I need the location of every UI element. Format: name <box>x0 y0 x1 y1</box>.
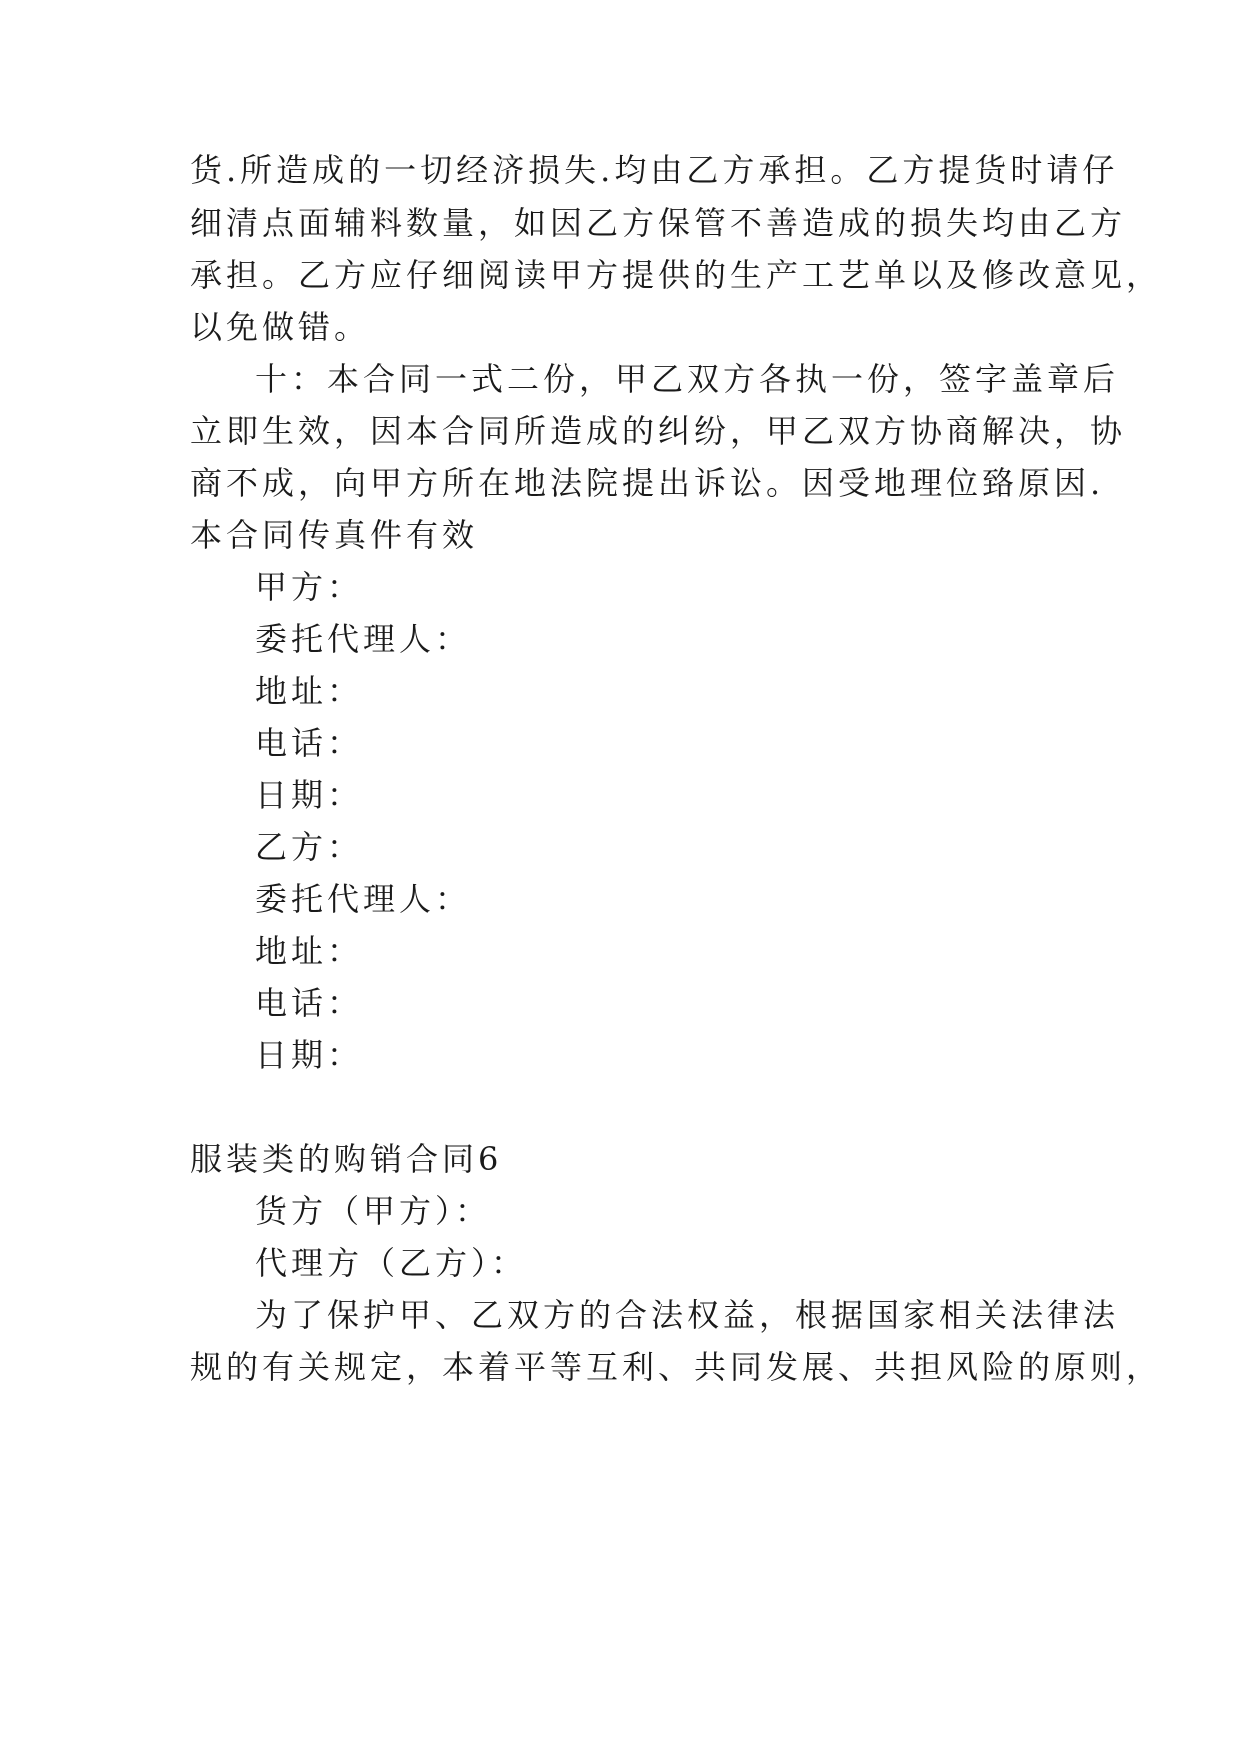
party-b-address-label: 地址： <box>255 932 364 970</box>
paragraph-line: 承担。乙方应仔细阅读甲方提供的生产工艺单以及修改意见， <box>190 256 1163 294</box>
agent-party-label: 代理方（乙方）： <box>255 1244 528 1282</box>
party-a-phone-label: 电话： <box>255 724 364 762</box>
paragraph-line: 细清点面辅料数量，如因乙方保管不善造成的损失均由乙方 <box>190 204 1127 242</box>
paragraph-line: 以免做错。 <box>190 308 371 346</box>
party-b-date-label: 日期： <box>255 1036 364 1074</box>
party-b-label: 乙方： <box>255 828 364 866</box>
party-a-agent-label: 委托代理人： <box>255 620 472 658</box>
paragraph-line: 商不成，向甲方所在地法院提出诉讼。因受地理位臵原因. <box>190 464 1105 502</box>
party-b-agent-label: 委托代理人： <box>255 880 472 918</box>
supplier-label: 货方（甲方）： <box>255 1192 492 1230</box>
paragraph-line: 本合同传真件有效 <box>190 516 479 554</box>
paragraph-line: 为了保护甲、乙双方的合法权益，根据国家相关法律法 <box>255 1296 1120 1334</box>
party-b-phone-label: 电话： <box>255 984 364 1022</box>
paragraph-line: 货.所造成的一切经济损失.均由乙方承担。乙方提货时请仔 <box>190 151 1119 189</box>
party-a-label: 甲方： <box>255 568 364 606</box>
party-a-address-label: 地址： <box>255 672 364 710</box>
party-a-date-label: 日期： <box>255 776 364 814</box>
paragraph-line: 立即生效，因本合同所造成的纠纷，甲乙双方协商解决，协 <box>190 412 1127 450</box>
paragraph-line: 十：本合同一式二份，甲乙双方各执一份，签字盖章后 <box>255 360 1120 398</box>
paragraph-line: 规的有关规定，本着平等互利、共同发展、共担风险的原则， <box>190 1348 1163 1386</box>
section-title: 服装类的购销合同6 <box>190 1140 503 1178</box>
